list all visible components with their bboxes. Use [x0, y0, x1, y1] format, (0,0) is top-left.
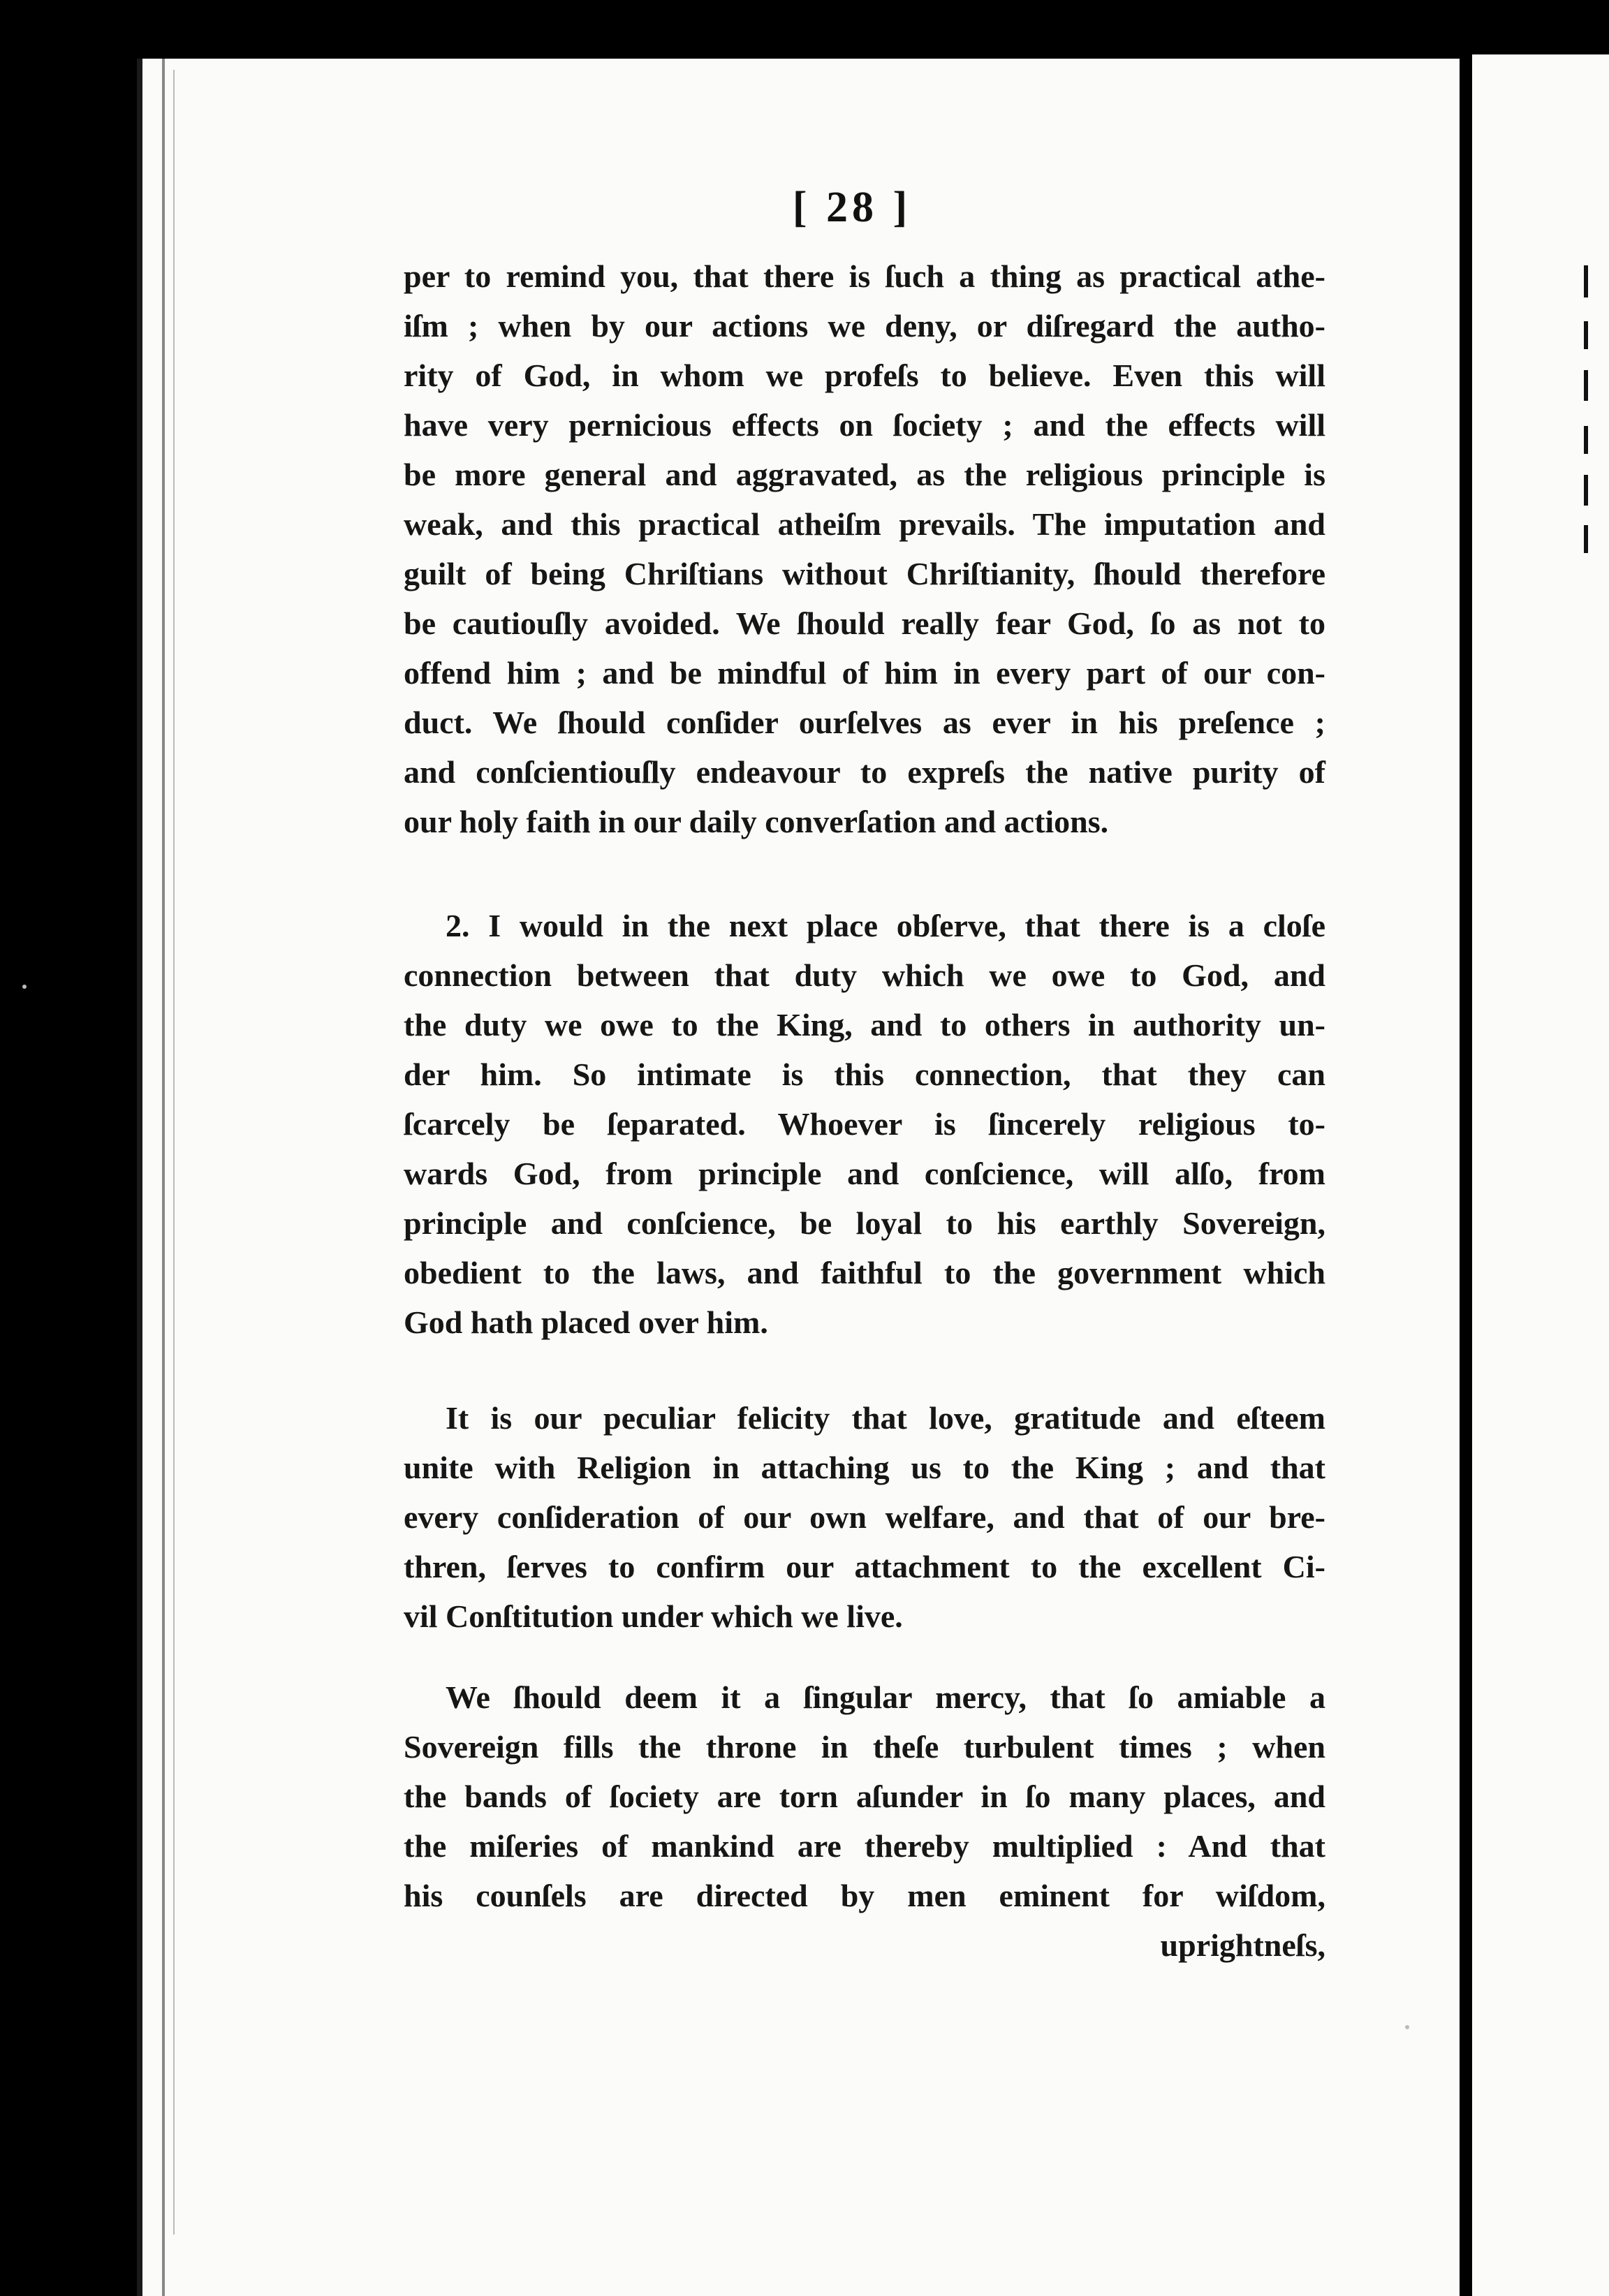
text-line: our holy faith in our daily converſation and actions.: [404, 804, 1109, 839]
page-edge-line: [173, 70, 175, 2235]
text-line: have very pernicious effects on ſociety ; and the effects will: [404, 407, 1325, 443]
text-line: iſm ; when by our actions we deny, or diſregard the autho-: [404, 308, 1325, 344]
paragraph-1: [404, 251, 1325, 846]
text-line: connection between that duty which we owe to God, and: [404, 957, 1325, 993]
page-number: [ 28 ]: [792, 184, 912, 231]
text-line: Sovereign fills the throne in theſe turbulent times ; when: [404, 1729, 1325, 1765]
text-line: be more general and aggravated, as the religious principle is: [404, 457, 1325, 492]
text-line: every conſideration of our own welfare, and that of our bre-: [404, 1499, 1325, 1535]
facing-page-mark: [1584, 370, 1588, 401]
text-line: We ſhould deem it a ſingular mercy, that ſo amiable a: [446, 1679, 1325, 1715]
text-line: God hath placed over him.: [404, 1304, 768, 1340]
page-edge-shadow: [162, 59, 165, 2296]
text-line: the duty we owe to the King, and to others in authority un-: [404, 1007, 1325, 1043]
text-line: 2. I would in the next place obſerve, that there is a cloſe: [446, 908, 1325, 943]
paragraph-4: [404, 1672, 1325, 1970]
catchword: uprightneſs,: [1160, 1927, 1325, 1963]
text-line: weak, and this practical atheiſm prevails. The imputation and: [404, 506, 1325, 542]
paragraph-3: [404, 1393, 1325, 1641]
text-line: obedient to the laws, and faithful to the government which: [404, 1255, 1325, 1290]
text-line: offend him ; and be mindful of him in every part of our con-: [404, 655, 1325, 691]
text-line: the bands of ſociety are torn aſunder in ſo many places, and: [404, 1779, 1325, 1814]
text-line: wards God, from principle and conſcience, will alſo, from: [404, 1156, 1325, 1191]
text-line: per to remind you, that there is ſuch a thing as practical athe-: [404, 258, 1325, 294]
text-line: rity of God, in whom we profeſs to believe. Even this will: [404, 358, 1325, 393]
facing-page-mark: [1584, 265, 1588, 297]
text-line: guilt of being Chriſtians without Chriſtianity, ſhould therefore: [404, 556, 1325, 591]
text-line: be cautiouſly avoided. We ſhould really fear God, ſo as not to: [404, 605, 1325, 641]
text-line: It is our peculiar felicity that love, gratitude and eſteem: [446, 1400, 1325, 1436]
text-line: his counſels are directed by men eminent for wiſdom,: [404, 1878, 1325, 1913]
text-line: unite with Religion in attaching us to the King ; and that: [404, 1450, 1325, 1485]
text-line: duct. We ſhould conſider ourſelves as ever in his preſence ;: [404, 705, 1325, 740]
text-line: ſcarcely be ſeparated. Whoever is ſincerely religious to-: [404, 1106, 1325, 1142]
facing-page-mark: [1584, 321, 1588, 349]
scan-speck: [22, 985, 27, 989]
facing-page-mark: [1584, 426, 1588, 454]
text-line: the miſeries of mankind are thereby multiplied : And that: [404, 1828, 1325, 1864]
text-line: principle and conſcience, be loyal to his earthly Sovereign,: [404, 1205, 1325, 1241]
text-line: vil Conſtitution under which we live.: [404, 1598, 903, 1634]
facing-page-mark: [1584, 475, 1588, 506]
facing-page-edge: [1472, 54, 1609, 2296]
text-line: der him. So intimate is this connection, that they can: [404, 1057, 1325, 1092]
facing-page-mark: [1584, 525, 1588, 553]
text-line: thren, ſerves to confirm our attachment to the excellent Ci-: [404, 1549, 1325, 1584]
text-line: and conſcientiouſly endeavour to expreſs the native purity of: [404, 754, 1325, 790]
scan-speck: [1405, 2025, 1409, 2029]
paragraph-2: [404, 901, 1325, 1347]
